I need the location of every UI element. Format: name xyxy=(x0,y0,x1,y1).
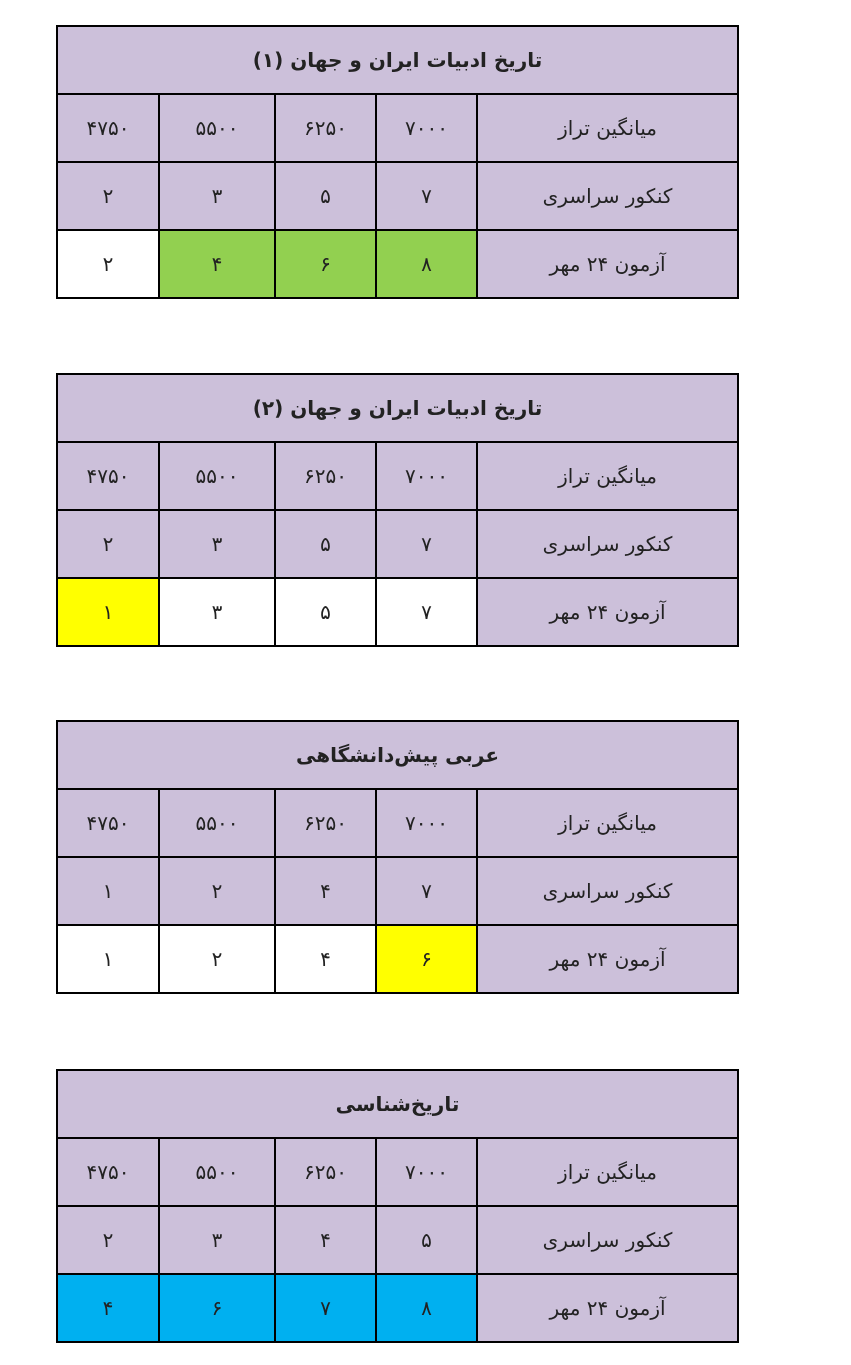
cell-7000: ۷۰۰۰ xyxy=(376,789,477,857)
row-label: آزمون ۲۴ مهر xyxy=(477,578,738,646)
cell-4750: ۲ xyxy=(57,510,159,578)
cell-6250: ۵ xyxy=(275,162,376,230)
table-row xyxy=(57,230,738,298)
cell-6250: ۵ xyxy=(275,510,376,578)
row-label: میانگین تراز xyxy=(477,94,738,162)
cell-6250: ۶ xyxy=(275,230,376,298)
cell-4750: ۲ xyxy=(57,162,159,230)
cell-6250: ۶۲۵۰ xyxy=(275,789,376,857)
cell-4750: ۴۷۵۰ xyxy=(57,442,159,510)
cell-7000: ۷ xyxy=(376,162,477,230)
cell-7000: ۷۰۰۰ xyxy=(376,1138,477,1206)
table-row xyxy=(57,162,738,230)
cell-4750: ۴۷۵۰ xyxy=(57,789,159,857)
score-table-2 xyxy=(56,373,739,647)
cell-5500: ۳ xyxy=(159,1206,275,1274)
row-label: کنکور سراسری xyxy=(477,510,738,578)
cell-7000: ۵ xyxy=(376,1206,477,1274)
row-label: کنکور سراسری xyxy=(477,1206,738,1274)
cell-7000: ۷ xyxy=(376,578,477,646)
cell-5500: ۶ xyxy=(159,1274,275,1342)
cell-5500: ۲ xyxy=(159,857,275,925)
table-row xyxy=(57,94,738,162)
cell-7000: ۷۰۰۰ xyxy=(376,442,477,510)
table-title: عربی پیش‌دانشگاهی xyxy=(57,721,738,789)
table-row xyxy=(57,857,738,925)
row-label: کنکور سراسری xyxy=(477,162,738,230)
table-title: تاریخ ادبیات ایران و جهان (۲) xyxy=(57,374,738,442)
table-title: تاریخ‌شناسی xyxy=(57,1070,738,1138)
row-label: آزمون ۲۴ مهر xyxy=(477,1274,738,1342)
row-label: میانگین تراز xyxy=(477,789,738,857)
row-label: میانگین تراز xyxy=(477,1138,738,1206)
cell-6250: ۴ xyxy=(275,857,376,925)
cell-5500: ۵۵۰۰ xyxy=(159,789,275,857)
cell-5500: ۴ xyxy=(159,230,275,298)
cell-4750: ۲ xyxy=(57,230,159,298)
cell-4750: ۱ xyxy=(57,857,159,925)
cell-6250: ۶۲۵۰ xyxy=(275,94,376,162)
cell-7000: ۷ xyxy=(376,510,477,578)
row-label: میانگین تراز xyxy=(477,442,738,510)
cell-4750: ۱ xyxy=(57,925,159,993)
cell-4750: ۴۷۵۰ xyxy=(57,1138,159,1206)
table-row xyxy=(57,442,738,510)
cell-6250: ۵ xyxy=(275,578,376,646)
row-label: آزمون ۲۴ مهر xyxy=(477,925,738,993)
table-row xyxy=(57,789,738,857)
cell-5500: ۲ xyxy=(159,925,275,993)
cell-6250: ۶۲۵۰ xyxy=(275,1138,376,1206)
cell-7000: ۸ xyxy=(376,1274,477,1342)
row-label: کنکور سراسری xyxy=(477,857,738,925)
table-row xyxy=(57,510,738,578)
cell-6250: ۴ xyxy=(275,1206,376,1274)
cell-6250: ۷ xyxy=(275,1274,376,1342)
cell-7000: ۷۰۰۰ xyxy=(376,94,477,162)
cell-7000: ۶ xyxy=(376,925,477,993)
cell-6250: ۶۲۵۰ xyxy=(275,442,376,510)
table-row xyxy=(57,925,738,993)
table-row xyxy=(57,1138,738,1206)
table-title: تاریخ ادبیات ایران و جهان (۱) xyxy=(57,26,738,94)
cell-5500: ۵۵۰۰ xyxy=(159,442,275,510)
cell-7000: ۷ xyxy=(376,857,477,925)
row-label: آزمون ۲۴ مهر xyxy=(477,230,738,298)
table-row xyxy=(57,1274,738,1342)
cell-7000: ۸ xyxy=(376,230,477,298)
table-row xyxy=(57,1206,738,1274)
score-table-4 xyxy=(56,1069,739,1343)
cell-5500: ۳ xyxy=(159,510,275,578)
cell-4750: ۱ xyxy=(57,578,159,646)
cell-4750: ۴۷۵۰ xyxy=(57,94,159,162)
score-table-1 xyxy=(56,25,739,299)
score-table-3 xyxy=(56,720,739,994)
cell-5500: ۵۵۰۰ xyxy=(159,1138,275,1206)
cell-5500: ۳ xyxy=(159,162,275,230)
cell-5500: ۳ xyxy=(159,578,275,646)
cell-6250: ۴ xyxy=(275,925,376,993)
cell-5500: ۵۵۰۰ xyxy=(159,94,275,162)
cell-4750: ۴ xyxy=(57,1274,159,1342)
table-row xyxy=(57,578,738,646)
cell-4750: ۲ xyxy=(57,1206,159,1274)
